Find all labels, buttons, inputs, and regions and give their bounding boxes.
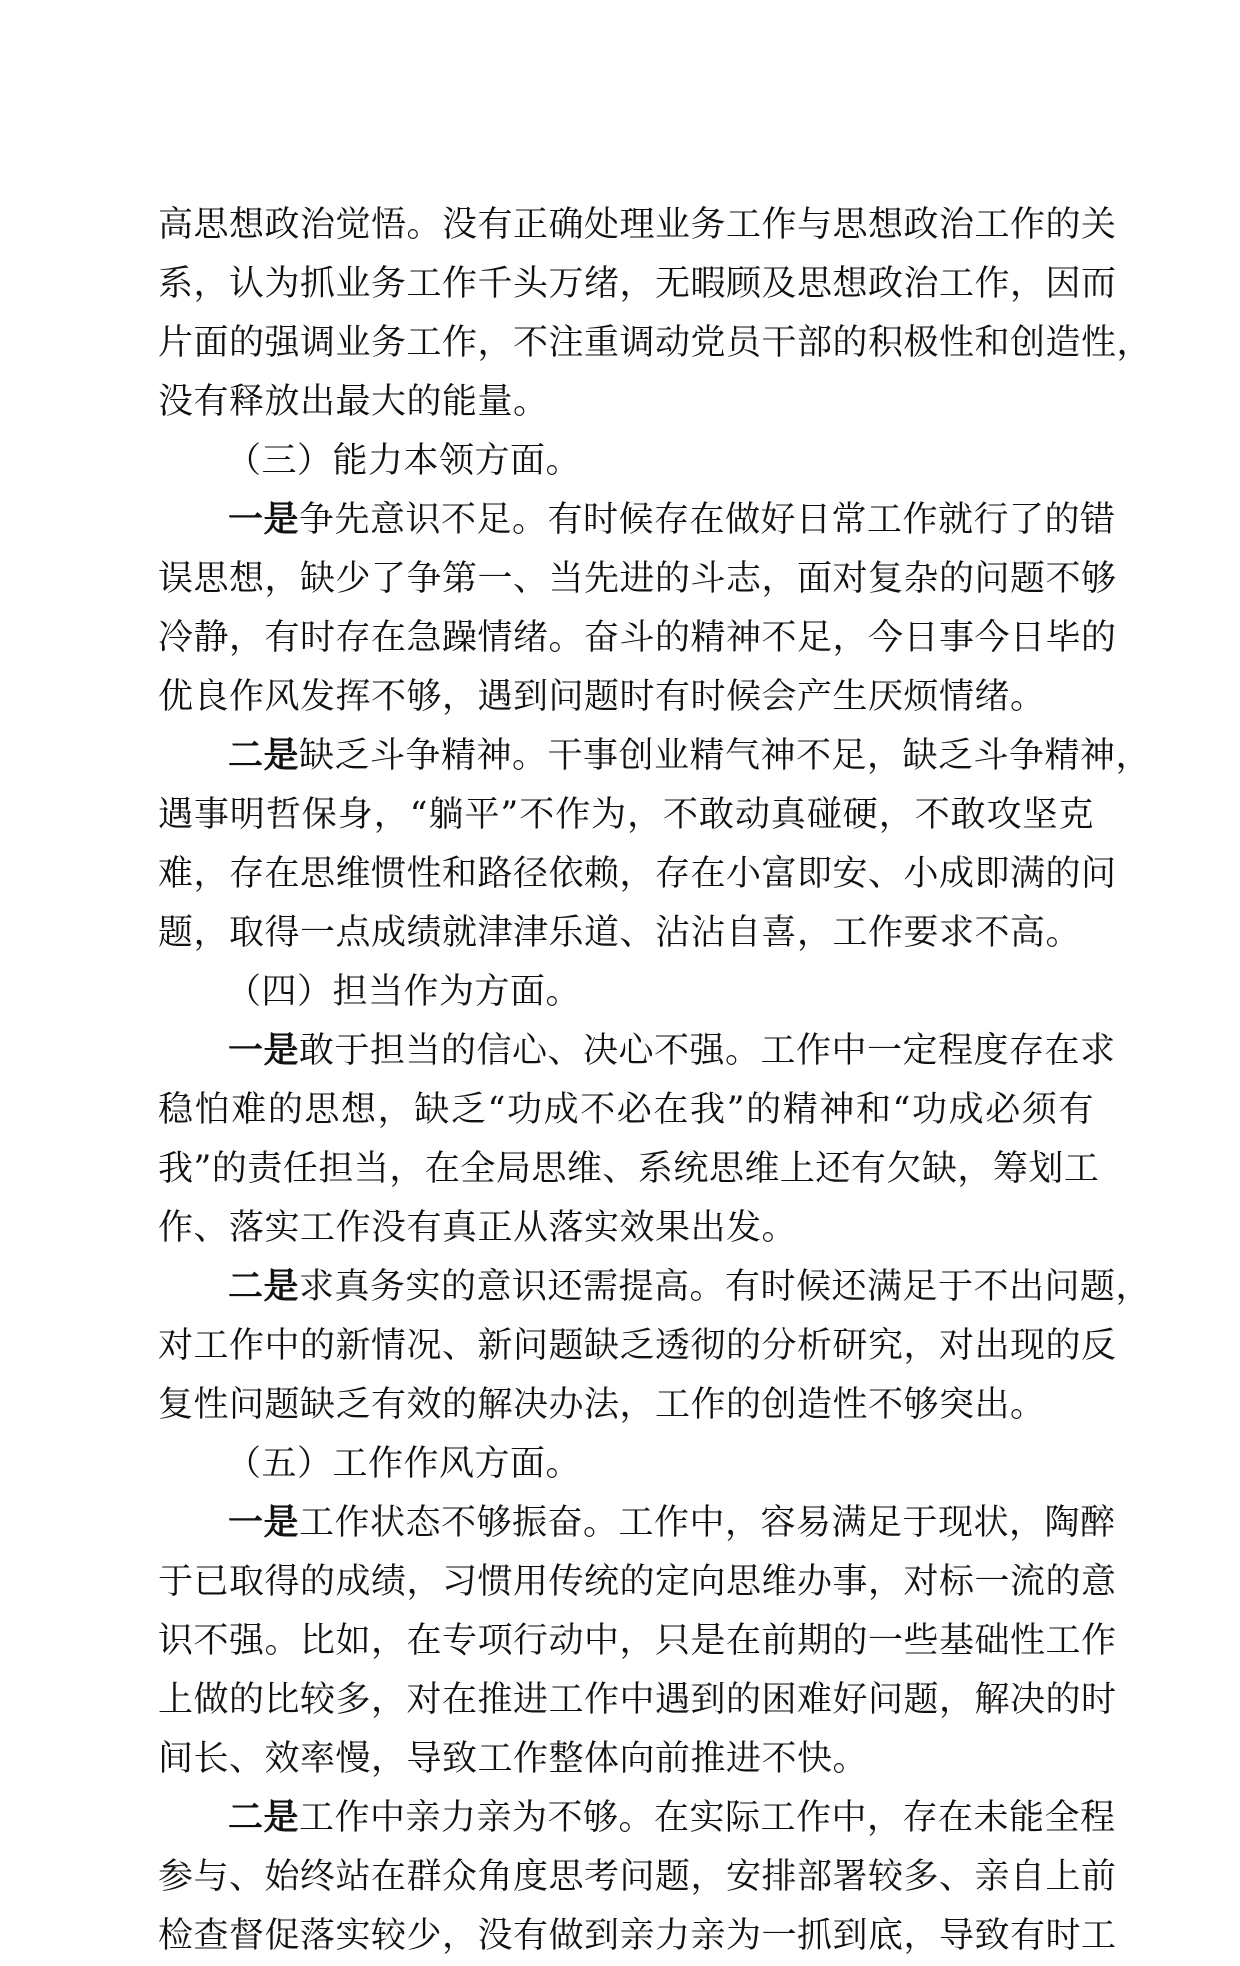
text-line	[158, 1553, 1117, 1612]
text-line	[158, 1671, 1117, 1730]
line-text: 难，存在思维惯性和路径依赖，存在小富即安、小成即满的问	[158, 854, 1117, 894]
text-line	[158, 786, 1094, 845]
heading-text: （三）能力本领方面。	[226, 441, 582, 481]
line-text: 片面的强调业务工作，不注重调动党员干部的积极性和创造性，	[158, 323, 1153, 363]
section-heading	[158, 1435, 1094, 1494]
line-text: 高思想政治觉悟。没有正确处理业务工作与思想政治工作的关	[158, 205, 1117, 245]
line-text: 我”的责任担当，在全局思维、系统思维上还有欠缺，筹划工	[158, 1149, 1100, 1189]
heading-text: （四）担当作为方面。	[226, 972, 582, 1012]
lead-phrase: 一是	[228, 500, 300, 540]
text-line	[158, 1140, 1100, 1199]
line-text: 系，认为抓业务工作千头万绪，无暇顾及思想政治工作，因而	[158, 264, 1117, 304]
lead-phrase: 二是	[228, 736, 300, 776]
line-text: 识不强。比如，在专项行动中，只是在前期的一些基础性工作	[158, 1621, 1117, 1661]
text-line	[158, 727, 1152, 786]
line-text: 上做的比较多，对在推进工作中遇到的困难好问题，解决的时	[158, 1680, 1117, 1720]
line-text: 间长、效率慢，导致工作整体向前推进不快。	[158, 1739, 869, 1779]
line-text: 参与、始终站在群众角度思考问题，安排部署较多、亲自上前	[158, 1857, 1117, 1897]
text-line	[158, 1789, 1116, 1848]
text-line	[158, 1612, 1117, 1671]
text-line	[158, 314, 1153, 373]
line-text: 争先意识不足。有时候存在做好日常工作就行了的错	[299, 500, 1116, 540]
text-line	[158, 255, 1117, 314]
text-line	[158, 1494, 1116, 1553]
lead-phrase: 二是	[228, 1798, 300, 1838]
text-line	[158, 1258, 1152, 1317]
line-text: 求真务实的意识还需提高。有时候还满足于不出问题，	[299, 1267, 1152, 1307]
line-text: 复性问题缺乏有效的解决办法，工作的创造性不够突出。	[158, 1385, 1046, 1425]
line-text: 缺乏斗争精神。干事创业精气神不足，缺乏斗争精神，	[299, 736, 1152, 776]
line-text: 误思想，缺少了争第一、当先进的斗志，面对复杂的问题不够	[158, 559, 1117, 599]
line-text: 稳怕难的思想，缺乏“功成不必在我”的精神和“功成必须有	[158, 1090, 1094, 1130]
text-line	[158, 373, 1094, 432]
line-text: 工作中亲力亲为不够。在实际工作中，存在未能全程	[299, 1798, 1116, 1838]
heading-text: （五）工作作风方面。	[226, 1444, 582, 1484]
section-heading	[158, 432, 1094, 491]
lead-phrase: 一是	[228, 1503, 300, 1543]
document-body	[158, 196, 1153, 1966]
line-text: 检查督促落实较少，没有做到亲力亲为一抓到底，导致有时工	[158, 1916, 1117, 1956]
line-text: 遇事明哲保身，“躺平”不作为，不敢动真碰硬，不敢攻坚克	[158, 795, 1094, 835]
text-line	[158, 845, 1117, 904]
lead-phrase: 一是	[228, 1031, 300, 1071]
section-heading	[158, 963, 1094, 1022]
text-line	[158, 904, 1094, 963]
text-line	[158, 491, 1116, 550]
line-text: 工作状态不够振奋。工作中，容易满足于现状，陶醉	[299, 1503, 1116, 1543]
lead-phrase: 二是	[228, 1267, 300, 1307]
text-line	[158, 668, 1094, 727]
line-text: 对工作中的新情况、新问题缺乏透彻的分析研究，对出现的反	[158, 1326, 1117, 1366]
text-line	[158, 550, 1117, 609]
text-line	[158, 1848, 1117, 1907]
text-line	[158, 609, 1117, 668]
line-text: 题，取得一点成绩就津津乐道、沾沾自喜，工作要求不高。	[158, 913, 1082, 953]
line-text: 没有释放出最大的能量。	[158, 382, 549, 422]
line-text: 冷静，有时存在急躁情绪。奋斗的精神不足，今日事今日毕的	[158, 618, 1117, 658]
text-line	[158, 1376, 1094, 1435]
line-text: 敢于担当的信心、决心不强。工作中一定程度存在求	[299, 1031, 1116, 1071]
line-text: 于已取得的成绩，习惯用传统的定向思维办事，对标一流的意	[158, 1562, 1117, 1602]
text-line	[158, 1317, 1117, 1376]
text-line	[158, 196, 1117, 255]
text-line	[158, 1022, 1116, 1081]
text-line	[158, 1730, 1094, 1789]
text-line	[158, 1907, 1117, 1966]
line-text: 优良作风发挥不够，遇到问题时有时候会产生厌烦情绪。	[158, 677, 1046, 717]
line-text: 作、落实工作没有真正从落实效果出发。	[158, 1208, 798, 1248]
text-line	[158, 1199, 1094, 1258]
text-line	[158, 1081, 1094, 1140]
